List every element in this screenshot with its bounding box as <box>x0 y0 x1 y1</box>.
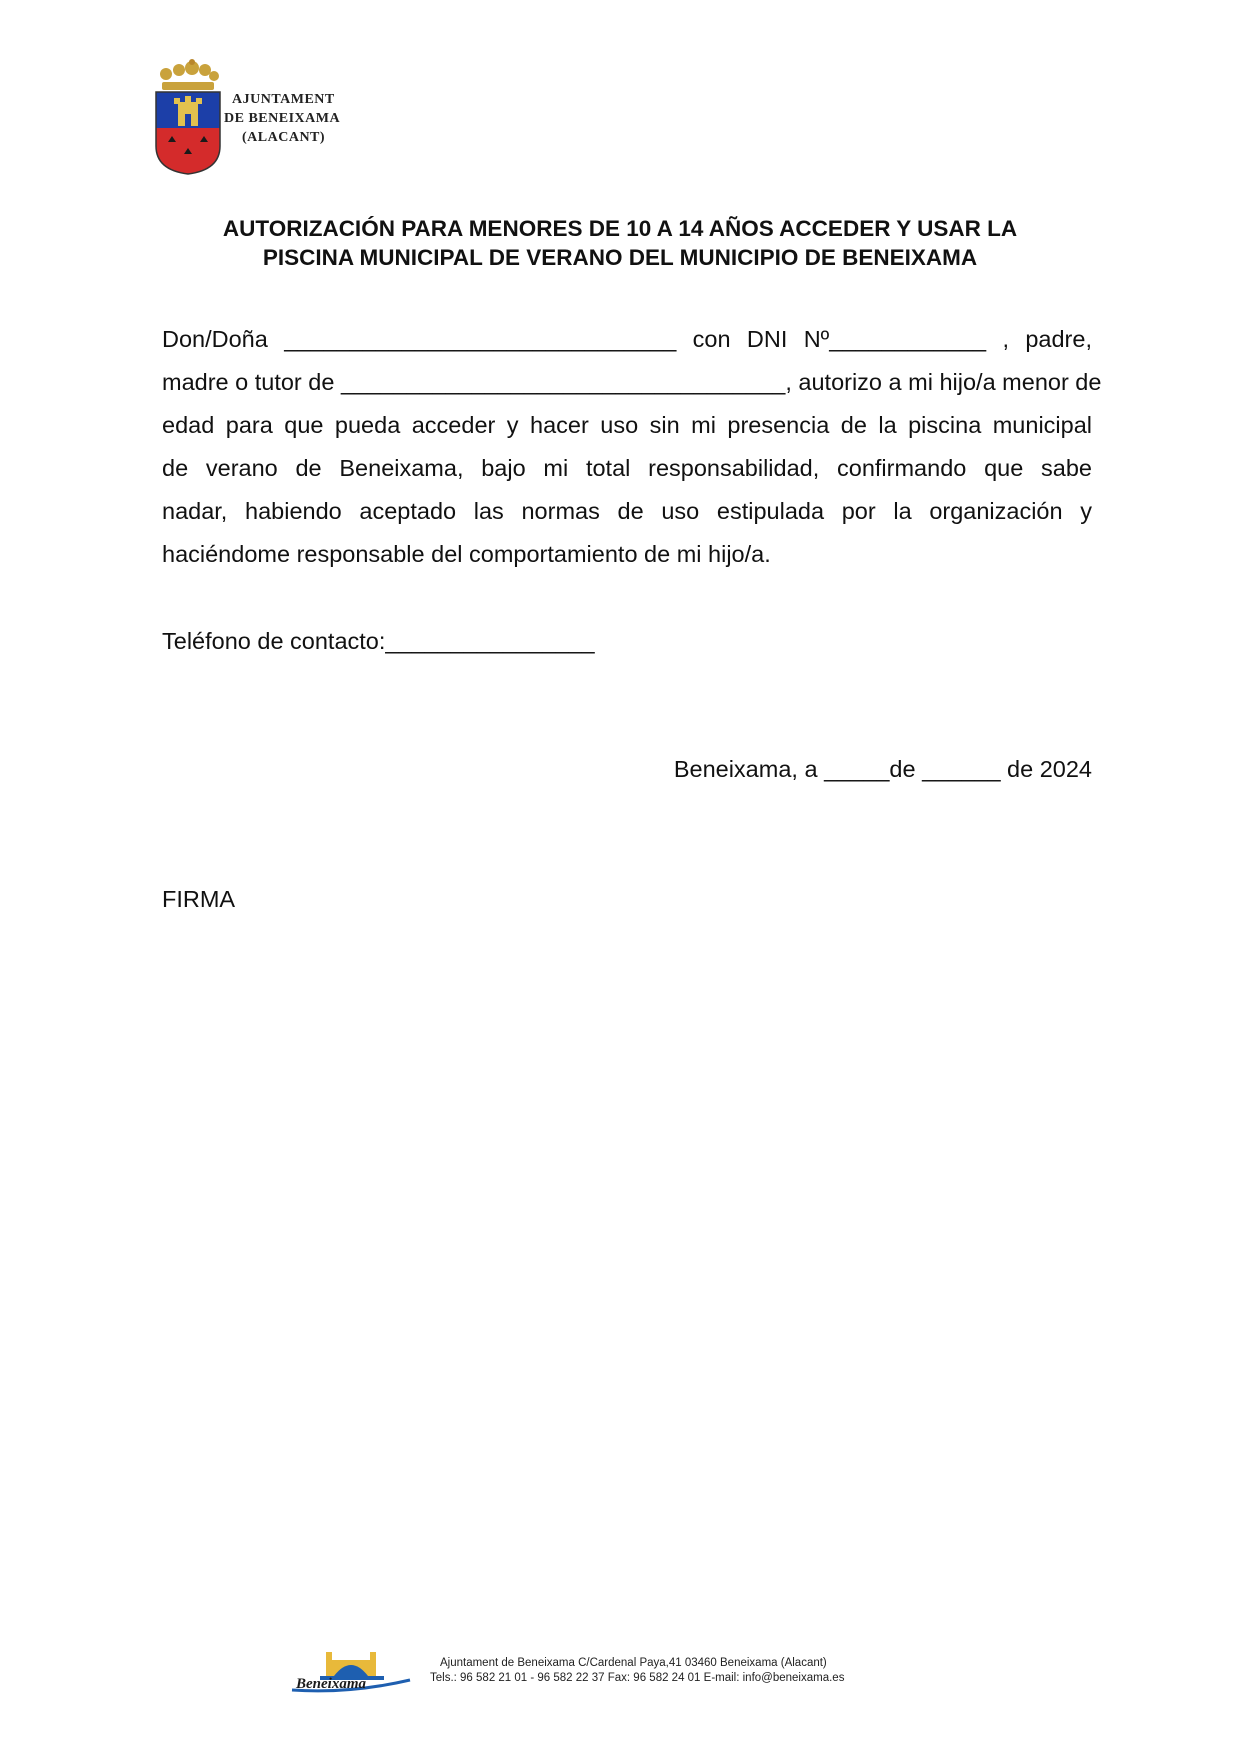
place-text: Beneixama, a <box>673 756 825 782</box>
title-line-1: AUTORIZACIÓN PARA MENORES DE 10 A 14 AÑOS ACCEDER Y USAR LA <box>222 216 1018 241</box>
authorization-paragraph <box>162 318 1102 576</box>
title-line-2: PISCINA MUNICIPAL DE VERANO DEL MUNICIPIO DE BENEIXAMA <box>262 245 978 270</box>
place-and-date <box>674 754 1092 784</box>
dni-blank-field: ____________ <box>829 326 1003 352</box>
coat-of-arms-icon <box>152 58 224 176</box>
paragraph-line-2 <box>162 361 1102 404</box>
text-dni: con DNI Nº <box>676 326 830 352</box>
child-name-blank-field: __________________________________ <box>340 369 786 395</box>
beneixama-footer-logo <box>290 1650 416 1696</box>
contact-phone <box>162 626 595 656</box>
text-padre: , padre, <box>1002 326 1092 352</box>
municipality-name <box>224 90 364 147</box>
signature-label: FIRMA <box>162 886 236 912</box>
footer-phones-email: Tels.: 96 582 21 01 - 96 582 22 37 Fax: 96 582 24 01 E-mail: info@beneixama.es <box>430 1672 845 1684</box>
month-blank-field: ______ <box>922 756 1001 782</box>
municipal-logo <box>152 58 352 176</box>
paragraph-line-1 <box>162 318 1092 361</box>
de-text: de <box>889 756 923 782</box>
name-blank-field: ______________________________ <box>284 326 677 352</box>
document-title <box>150 214 1090 272</box>
text-tutor: madre o tutor de <box>162 369 341 395</box>
paragraph-line-5: nadar, habiendo aceptado las normas de uso estipulada por la organización y <box>162 498 1092 524</box>
text-autorizo: , autorizo a mi hijo/a menor de <box>785 369 1102 395</box>
day-blank-field: _____ <box>824 756 890 782</box>
paragraph-line-4: de verano de Beneixama, bajo mi total responsabilidad, confirmando que sabe <box>162 455 1092 481</box>
footer <box>290 1650 910 1700</box>
paragraph-line-6: haciéndome responsable del comportamiento de mi hijo/a. <box>162 541 771 567</box>
footer-address: Ajuntament de Beneixama C/Cardenal Paya,41 03460 Beneixama (Alacant) <box>440 1657 827 1669</box>
header-line-2: DE BENEIXAMA <box>224 111 341 126</box>
footer-logo-text: Beneixama <box>296 1676 366 1692</box>
paragraph-line-3: edad para que pueda acceder y hacer uso sin mi presencia de la piscina municipal <box>162 412 1092 438</box>
footer-contact-info <box>430 1656 844 1686</box>
phone-blank-field: ________________ <box>385 628 595 654</box>
year-text: de 2024 <box>1000 756 1092 782</box>
header-line-3: (ALACANT) <box>242 130 326 145</box>
header-line-1: AJUNTAMENT <box>232 92 335 107</box>
text-don-dona: Don/Doña <box>162 326 285 352</box>
phone-label: Teléfono de contacto: <box>162 628 386 654</box>
